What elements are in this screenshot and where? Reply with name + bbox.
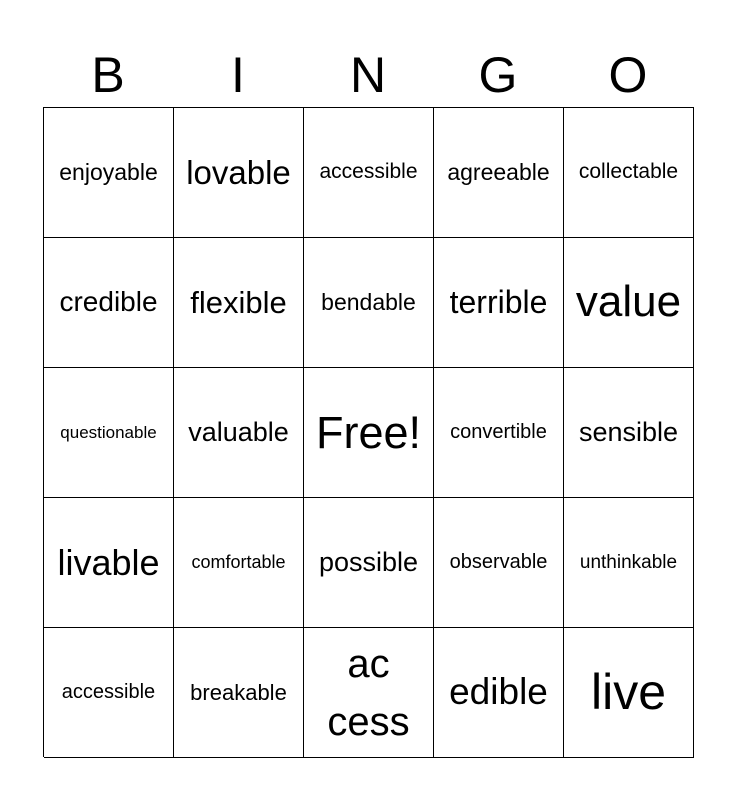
- cell-text: value: [575, 277, 682, 327]
- free-space-text: Free!: [315, 406, 422, 458]
- bingo-cell: [174, 498, 304, 628]
- cell-text: questionable: [60, 422, 157, 442]
- bingo-cell: [304, 498, 434, 628]
- bingo-cell: [304, 238, 434, 368]
- header-letter-i: I: [231, 47, 245, 103]
- bingo-cell: [564, 498, 694, 628]
- bingo-cell: [44, 628, 174, 758]
- bingo-grid: [43, 107, 694, 757]
- cell-text: observable: [449, 551, 548, 573]
- cell-text: possible: [318, 546, 419, 577]
- bingo-cell: [304, 108, 434, 238]
- cell-text: terrible: [449, 284, 548, 321]
- cell-text: edible: [449, 671, 548, 713]
- cell-text: convertible: [450, 421, 547, 443]
- cell-text: livable: [57, 541, 160, 583]
- bingo-cell: [434, 238, 564, 368]
- cell-text: ac cess: [327, 641, 410, 744]
- bingo-cell: [434, 498, 564, 628]
- cell-text: breakable: [190, 679, 287, 705]
- bingo-cell-free: [304, 368, 434, 498]
- header-letter-n: N: [349, 47, 387, 103]
- bingo-cell: [564, 628, 694, 758]
- bingo-cell: [44, 498, 174, 628]
- bingo-cell: [174, 628, 304, 758]
- bingo-header: [43, 44, 693, 106]
- cell-text: accessible: [319, 160, 418, 184]
- bingo-cell: [564, 108, 694, 238]
- bingo-cell: [564, 368, 694, 498]
- bingo-cell: [174, 108, 304, 238]
- cell-text: lovable: [186, 153, 291, 191]
- bingo-cell: [174, 238, 304, 368]
- cell-text: accessible: [61, 681, 156, 703]
- cell-text: valuable: [188, 416, 289, 447]
- cell-text: credible: [59, 286, 158, 318]
- bingo-cell: [44, 368, 174, 498]
- cell-text: comfortable: [191, 552, 286, 573]
- cell-text: bendable: [321, 289, 416, 316]
- cell-text: unthinkable: [579, 551, 678, 573]
- cell-text: collectable: [578, 160, 679, 184]
- cell-text: agreeable: [447, 159, 550, 186]
- bingo-cell: [304, 628, 434, 758]
- bingo-cell: [44, 108, 174, 238]
- bingo-cell: [564, 238, 694, 368]
- bingo-cell: [434, 368, 564, 498]
- bingo-cell: [434, 628, 564, 758]
- cell-text: enjoyable: [59, 159, 158, 186]
- cell-text: flexible: [190, 284, 287, 320]
- bingo-cell: [174, 368, 304, 498]
- header-letter-g: G: [478, 47, 518, 103]
- cell-text: live: [590, 663, 667, 720]
- header-letter-o: O: [608, 47, 648, 103]
- cell-text: sensible: [578, 416, 679, 447]
- header-letter-b: B: [91, 47, 125, 103]
- bingo-cell: [44, 238, 174, 368]
- bingo-cell: [434, 108, 564, 238]
